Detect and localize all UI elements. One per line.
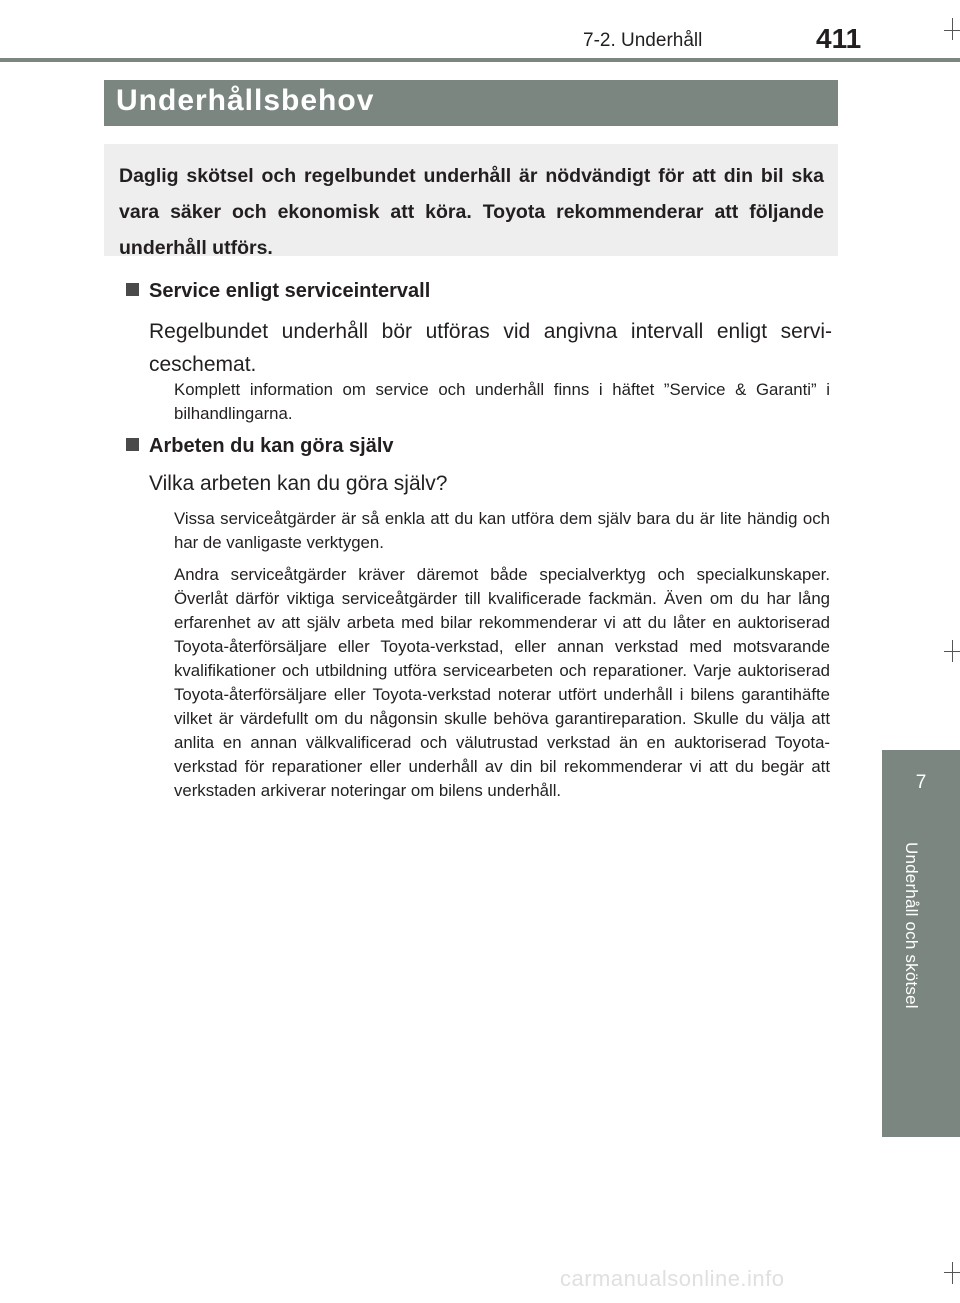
section-label: 7-2. Underhåll xyxy=(583,30,703,51)
section-heading-text: Arbeten du kan göra själv xyxy=(149,435,394,457)
header-rule xyxy=(0,58,960,62)
watermark: carmanualsonline.info xyxy=(560,1266,785,1291)
page-number: 411 xyxy=(816,23,862,54)
title-bar xyxy=(104,80,838,126)
square-bullet-icon xyxy=(126,283,139,296)
section-heading xyxy=(126,435,394,458)
crop-mark-top xyxy=(952,18,953,40)
intro-box xyxy=(104,144,838,259)
chapter-number: 7 xyxy=(915,772,927,793)
page-title: Underhållsbehov xyxy=(116,84,375,117)
chapter-title: Underhåll och skötsel xyxy=(902,842,921,1009)
section-lead: Vilka arbeten kan du göra själv? xyxy=(149,472,448,495)
section-paragraph: Andra serviceåtgärder kräver däremot både specialverktyg och specialkunskaper. Överlåt därför viktiga serviceåtgärder till kvalificerade fackmän. Även om du har lång erfarenhet av att själv arbeta med bilar rekommenderar vi att du låter en auktoriserad Toyota-återförsäljare eller Toyota-verkstad, eller annan verkstad med motsvarande kvalifikationer och utbildning utföra servicearbeten och reparationer. Varje auktoriserad Toyota-återförsäljare eller Toyota-verkstad noterar utfört underhåll i bilens garantihäfte vilket är värdefullt om du någonsin skulle behöva garantireparation. Skulle du välja att anlita en annan välkvalificerad och välutrustad verkstad än en auktoriserad Toyota-verkstad för reparationer eller underhåll av din bil rekommenderar vi att du begär att verkstaden arkiverar noteringar om bilens underhåll. xyxy=(174,565,830,800)
intro-text: Daglig skötsel och regelbundet underhåll är nödvändigt för att din bil ska vara säker och ekonomisk att köra. Toyota rekommenderar att följande underhåll utförs. xyxy=(119,165,824,259)
section-heading-text: Service enligt serviceintervall xyxy=(149,280,431,302)
crop-mark-middle xyxy=(952,640,953,662)
section-heading xyxy=(126,280,430,303)
crop-mark-bottom xyxy=(952,1262,953,1284)
section-lead: Regelbundet underhåll bör utföras vid angivna intervall enligt serviceschemat. xyxy=(149,320,832,376)
section-paragraph: Vissa serviceåtgärder är så enkla att du kan utföra dem själv bara du är lite händig och har de vanligaste verktygen. xyxy=(174,509,830,552)
chapter-tab xyxy=(882,750,960,827)
section-paragraph: Komplett information om service och underhåll finns i häftet ”Service & Garanti” i bilhandlingarna. xyxy=(174,380,830,423)
square-bullet-icon xyxy=(126,438,139,451)
